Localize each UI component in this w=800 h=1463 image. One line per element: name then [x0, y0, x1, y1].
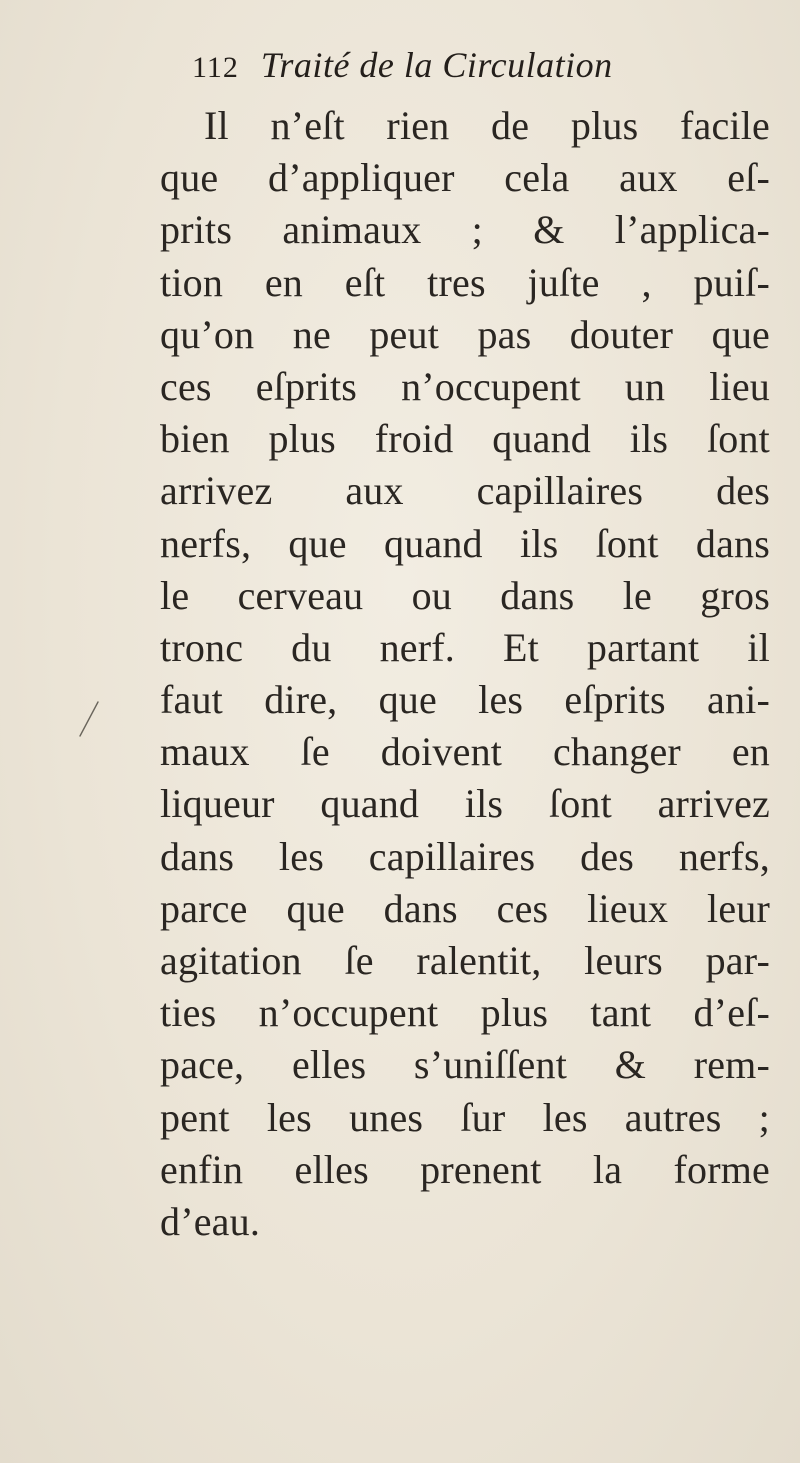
- text-line: tion en eſt tres juſte , puiſ-: [160, 259, 770, 305]
- text-line: Il n’eſt rien de plus facile: [204, 103, 770, 148]
- running-title: Traité de la Circulation: [260, 45, 613, 85]
- text-line: nerfs, que quand ils ſont dans: [160, 520, 770, 566]
- text-line: agitation ſe ralentit, leurs par-: [160, 938, 770, 983]
- text-line: que d’appliquer cela aux eſ-: [160, 155, 770, 201]
- page-header: [192, 44, 613, 94]
- body-text: [160, 100, 770, 1248]
- text-line: parce que dans ces lieux leur: [160, 885, 770, 931]
- margin-pencil-mark: [78, 700, 100, 738]
- text-line: le cerveau ou dans le gros: [160, 572, 770, 618]
- text-line: pace, elles s’uniſſent & rem-: [160, 1042, 770, 1088]
- text-line: d’eau.: [160, 1198, 261, 1244]
- text-line: pent les unes ſur les autres ;: [160, 1094, 770, 1140]
- text-line: maux ſe doivent changer en: [160, 729, 770, 775]
- text-line: enfin elles prenent la forme: [160, 1146, 770, 1192]
- text-line: tronc du nerf. Et partant il: [160, 624, 770, 670]
- text-line: ces eſprits n’occupent un lieu: [160, 363, 770, 409]
- text-line: bien plus froid quand ils ſont: [160, 416, 770, 462]
- text-line: dans les capillaires des nerfs,: [160, 833, 770, 879]
- text-line: ties n’occupent plus tant d’eſ-: [160, 990, 770, 1036]
- text-line: faut dire, que les eſprits ani-: [160, 677, 770, 723]
- text-line: liqueur quand ils ſont arrivez: [160, 781, 770, 827]
- text-line: prits animaux ; & l’applica-: [160, 207, 770, 253]
- text-line: qu’on ne peut pas douter que: [160, 311, 770, 357]
- text-line: arrivez aux capillaires des: [160, 468, 770, 514]
- page-number: 112: [192, 51, 239, 84]
